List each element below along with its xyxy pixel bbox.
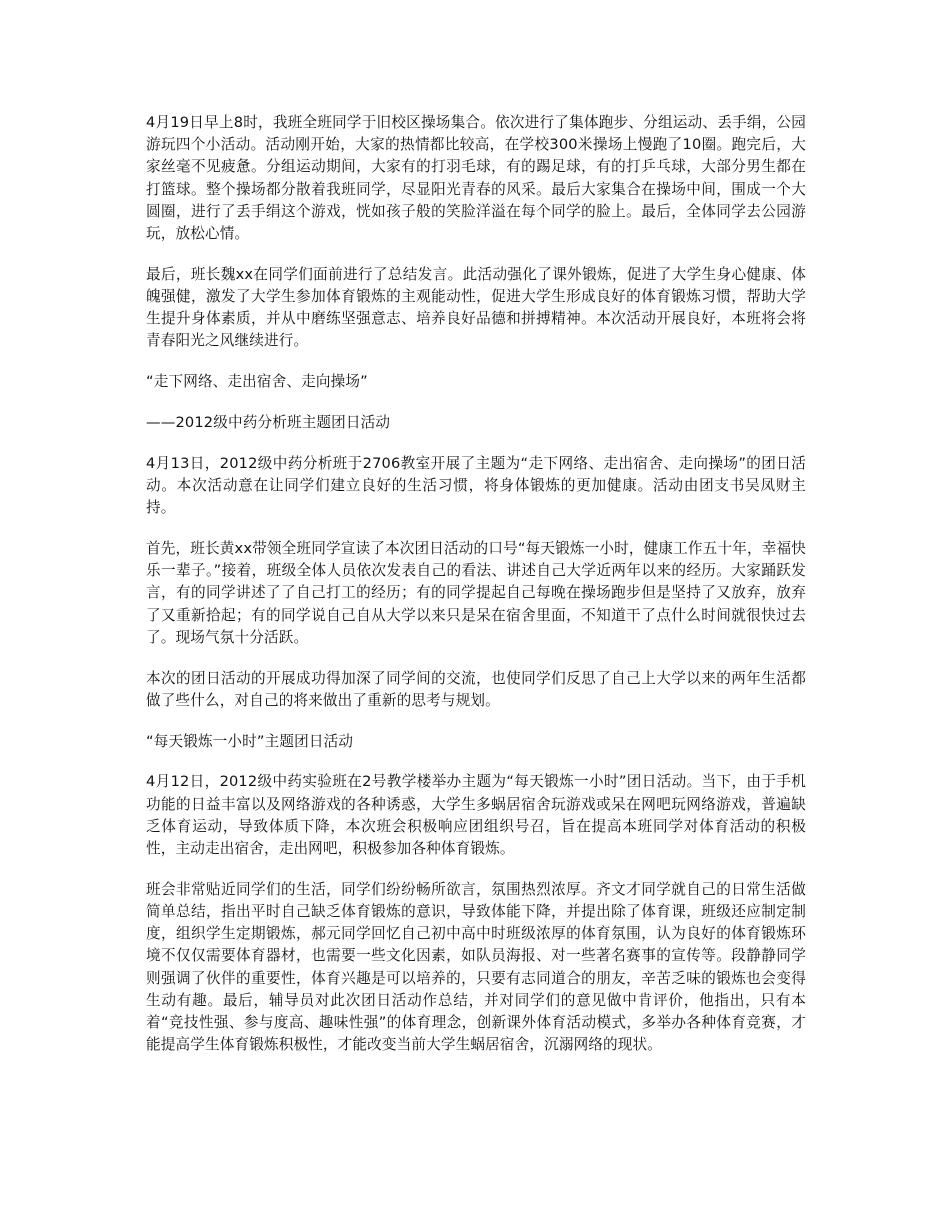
paragraph-class-meeting: 班会非常贴近同学们的生活，同学们纷纷畅所欲言，氛围热烈浓厚。齐文才同学就自己的日常生活做简单总结，指出平时自己缺乏体育锻炼的意识，导致体能下降，并提出除了体育课，班级还应制定制度，组织学生定期锻炼，郝元同学回忆自己初中高中时班级浓厚的体育氛围，认为良好的体育锻炼环境不仅仅需要体育器材，也需要一些文化因素，如队员海报、对一些著名赛事的宣传等。段静静同学则强调了伙伴的重要性，体育兴趣是可以培养的，只要有志同道合的朋友，辛苦乏味的锻炼也会变得生动有趣。最后，辅导员对此次团日活动作总结，并对同学们的意见做中肯评价，他指出，只有本着“竞技性强、参与度高、趣味性强”的体育理念，创新课外体育活动模式，多举办各种体育竞赛，才能提高学生体育锻炼积极性，才能改变当前大学生蜗居宿舍，沉溺网络的现状。 (146, 880, 806, 1054)
section-subheading-class: ——2012级中药分析班主题团日活动 (146, 414, 391, 432)
paragraph-event-outcome: 本次的团日活动的开展成功得加深了同学间的交流，也使同学们反思了自己上大学以来的两年生活都做了些什么，对自己的将来做出了重新的思考与规划。 (146, 669, 806, 709)
paragraph-april-13-event: 4月13日，2012级中药分析班于2706教室开展了主题为“走下网络、走出宿舍、走向操场”的团日活动。本次活动意在让同学们建立良好的生活习惯，将身体锻炼的更加健康。活动由团支书吴凤财主持。 (146, 454, 806, 517)
paragraph-monitor-summary: 最后，班长魏xx在同学们面前进行了总结发言。此活动强化了课外锻炼，促进了大学生身心健康、体魄强健，激发了大学生参加体育锻炼的主观能动性，促进大学生形成良好的体育锻炼习惯，帮助大学生提升身体素质，并从中磨练坚强意志、培养良好品德和拼搏精神。本次活动开展良好，本班将会将青春阳光之风继续进行。 (146, 265, 806, 350)
paragraph-slogan-reading: 首先，班长黄xx带领全班同学宣读了本次团日活动的口号“每天锻炼一小时，健康工作五十年，幸福快乐一辈子。”接着，班级全体人员依次发表自己的看法、讲述自己大学近两年以来的经历。大家踊跃发言，有的同学讲述了了自己打工的经历；有的同学提起自己每晚在操场跑步但是坚持了又放弃，放弃了又重新拾起；有的同学说自己自从大学以来只是呆在宿舍里面，不知道干了点什么时间就很快过去了。现场气氛十分活跃。 (146, 540, 806, 646)
section-heading-slogan: “走下网络、走出宿舍、走向操场” (146, 373, 368, 391)
document-body (146, 112, 806, 1056)
paragraph-morning-activity: 4月19日早上8时，我班全班同学于旧校区操场集合。依次进行了集体跑步、分组运动、丢手绢，公园游玩四个小活动。活动刚开始，大家的热情都比较高，在学校300米操场上慢跑了10圈。跑完后，大家丝毫不见疲惫。分组运动期间，大家有的打羽毛球，有的踢足球，有的打乒乓球，大部分男生都在打篮球。整个操场都分散着我班同学，尽显阳光青春的风采。最后大家集合在操场中间，围成一个大圆圈，进行了丢手绢这个游戏，恍如孩子般的笑脸洋溢在每个同学的脸上。最后，全体同学去公园游玩，放松心情。 (146, 114, 806, 243)
section-heading-one-hour: “每天锻炼一小时”主题团日活动 (146, 732, 354, 750)
paragraph-april-12-event: 4月12日，2012级中药实验班在2号教学楼举办主题为“每天锻炼一小时”团日活动。当下，由于手机功能的日益丰富以及网络游戏的各种诱惑，大学生多蜗居宿舍玩游戏或呆在网吧玩网络游戏，普遍缺乏体育运动，导致体质下降，本次班会积极响应团组织号召，旨在提高本班同学对体育活动的积极性，主动走出宿舍，走出网吧，积极参加各种体育锻炼。 (146, 773, 806, 858)
